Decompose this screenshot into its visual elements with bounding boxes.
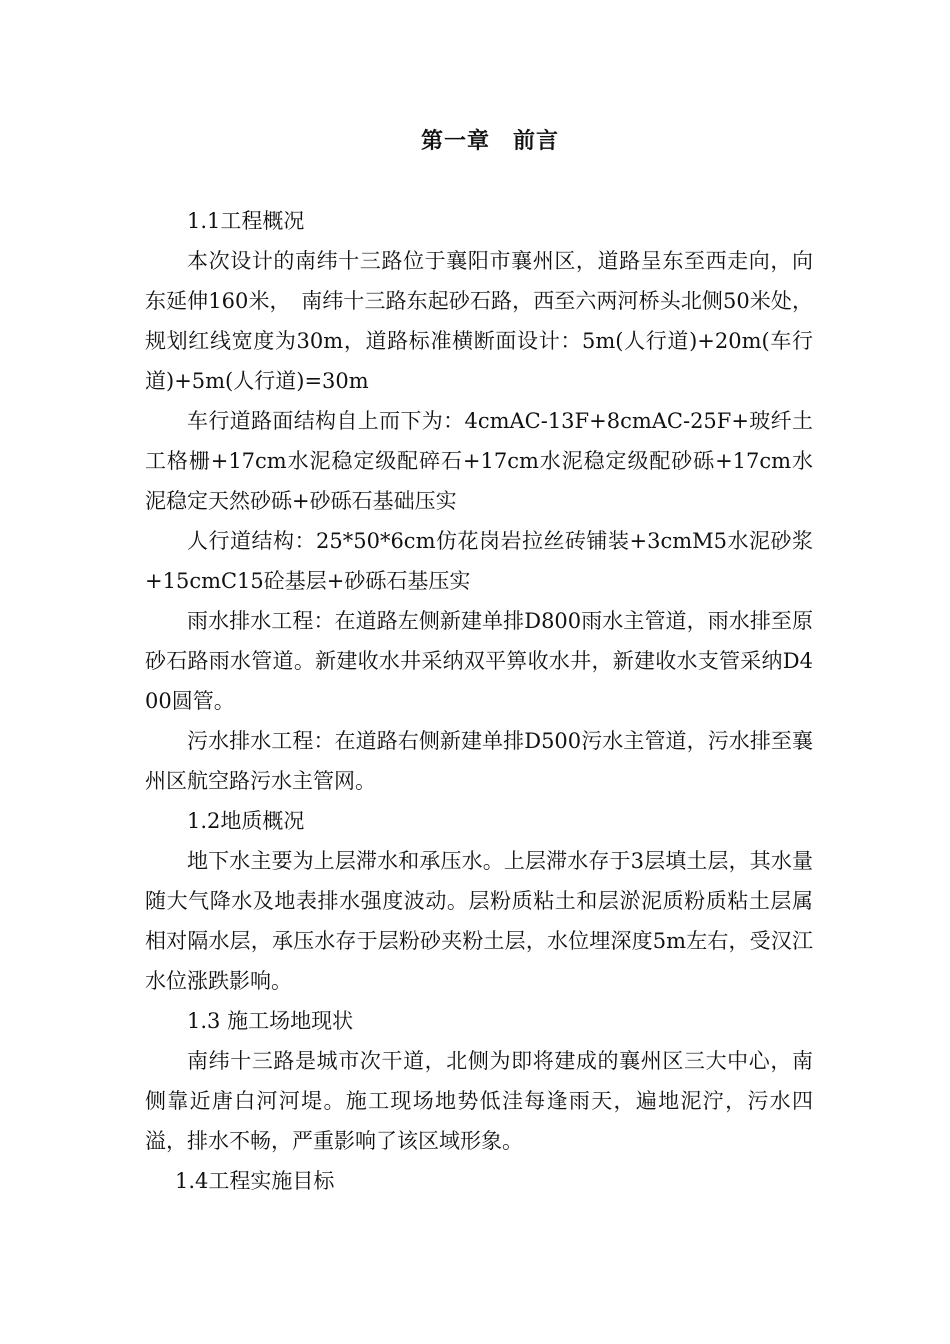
document-body — [145, 201, 813, 1201]
section-heading-1-4: 1.4工程实施目标 — [175, 1169, 335, 1193]
paragraph-site-status: 南纬十三路是城市次干道，北侧为即将建成的襄州区三大中心，南侧靠近唐白河河堤。施工现场地势低洼每逢雨天，遍地泥泞，污水四溢，排水不畅，严重影响了该区域形象。 — [145, 1049, 813, 1153]
paragraph-sewage-drainage: 污水排水工程：在道路右侧新建单排D500污水主管道，污水排至襄州区航空路污水主管网。 — [145, 729, 813, 793]
paragraph-roadway-structure: 车行道路面结构自上而下为：4cmAC-13F+8cmAC-25F+玻纤土工格栅+17cm水泥稳定级配碎石+17cm水泥稳定级配砂砾+17cm水泥稳定天然砂砾+砂砾石基础压实 — [145, 409, 813, 513]
paragraph-storm-drainage: 雨水排水工程：在道路左侧新建单排D800雨水主管道，雨水排至原砂石路雨水管道。新建收水井采纳双平箅收水井，新建收水支管采纳D400圆管。 — [145, 609, 813, 713]
section-heading-1-1: 1.1工程概况 — [187, 209, 305, 233]
paragraph-sidewalk-structure: 人行道结构：25*50*6cm仿花岗岩拉丝砖铺装+3cmM5水泥砂浆+15cmC15砼基层+砂砾石基压实 — [145, 529, 813, 593]
section-heading-1-2: 1.2地质概况 — [187, 809, 305, 833]
chapter-title: 第一章 前言 — [420, 128, 559, 154]
paragraph-geology: 地下水主要为上层滞水和承压水。上层滞水存于3层填土层，其水量随大气降水及地表排水强度波动。层粉质粘土和层淤泥质粉质粘土层属相对隔水层，承压水存于层粉砂夹粉土层，水位埋深度5m左右，受汉江水位涨跌影响。 — [145, 849, 813, 993]
section-heading-1-3: 1.3 施工场地现状 — [187, 1009, 354, 1033]
paragraph-project-overview: 本次设计的南纬十三路位于襄阳市襄州区，道路呈东至西走向，向东延伸160米， 南纬十三路东起砂石路，西至六两河桥头北侧50米处，规划红线宽度为30m，道路标准横断面设计：5m(人行道)+20m(车行道)+5m(人行道)=30m — [145, 249, 813, 393]
